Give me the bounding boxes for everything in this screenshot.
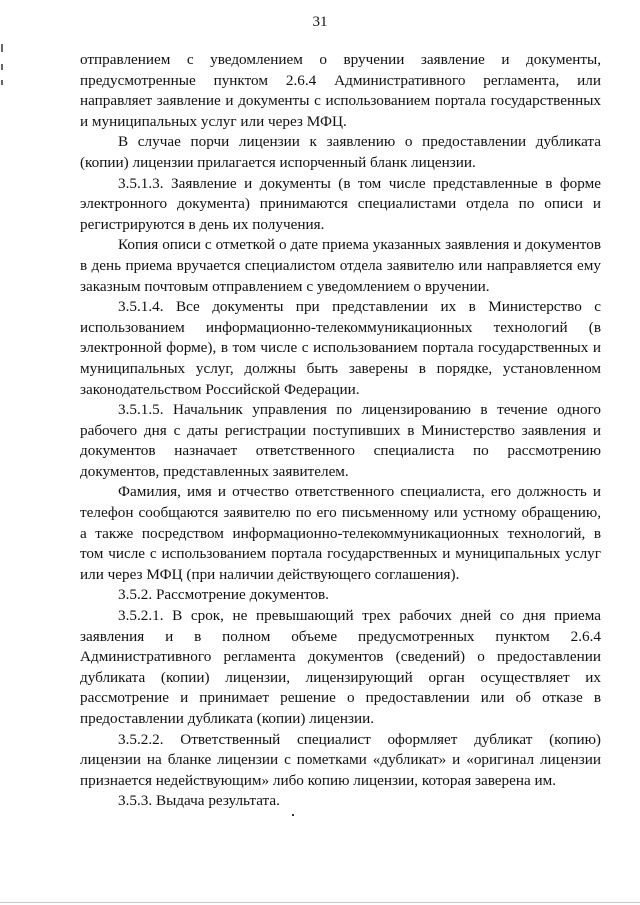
- paragraph-3-5-1-4: 3.5.1.4. Все документы при представлении их в Министерство с использованием информационно-телекоммуникационных технологий (в электронной форме), в том числе с использованием портала государственных и муниципальных услуг, должны быть заверены в порядке, установленном законодательством Российской Федерации.: [80, 298, 601, 398]
- paragraph-3-5-2-2: 3.5.2.2. Ответственный специалист оформляет дубликат (копию) лицензии на бланке лицензии с пометками «дубликат» и «оригинал лицензии признается недействующим» либо копию лицензии, которая заверена им.: [80, 730, 601, 789]
- paragraph-continuation: отправлением с уведомлением о вручении заявление и документы, предусмотренные пунктом 2.6.4 Административного регламента, или направляет заявление и документы с использованием портала государственных и муниципальных услуг или через МФЦ.: [80, 51, 601, 130]
- page-number: 31: [312, 14, 328, 30]
- paragraph-3-5-2-1: 3.5.2.1. В срок, не превышающий трех рабочих дней со дня приема заявления и в полном объеме предусмотренных пунктом 2.6.4 Административного регламента документов (сведений) о предоставлении дубликата (копии) лицензии, лицензирующий орган осуществляет их рассмотрение и принимает решение о предоставлении или об отказе в предоставлении дубликата (копии) лицензии.: [80, 607, 601, 727]
- paragraph-3-5-2: 3.5.2. Рассмотрение документов.: [118, 586, 329, 604]
- margin-mark: [1, 44, 3, 52]
- page-bottom-edge: [0, 902, 640, 903]
- paragraph: В случае порчи лицензии к заявлению о предоставлении дубликата (копии) лицензии прилагается испорченный бланк лицензии.: [80, 133, 601, 171]
- paragraph-3-5-1-5: 3.5.1.5. Начальник управления по лицензированию в течение одного рабочего дня с даты регистрации поступивших в Министерство заявления и документов назначает ответственного специалиста по рассмотрению документов, представленных заявителем.: [80, 401, 601, 480]
- paragraph-3-5-3: 3.5.3. Выдача результата.: [118, 792, 280, 810]
- paragraph: Копия описи с отметкой о дате приема указанных заявления и документов в день приема вручается специалистом отдела заявителю или направляется ему заказным почтовым отправлением с уведомлением о вручении.: [80, 236, 601, 295]
- document-body: [80, 50, 601, 812]
- margin-mark: [1, 64, 3, 70]
- margin-mark: [1, 80, 3, 85]
- paragraph: Фамилия, имя и отчество ответственного специалиста, его должность и телефон сообщаются заявителю по его письменному или устному обращению, а также посредством информационно-телекоммуникационных технологий, в том числе с использованием портала государственных и муниципальных услуг или через МФЦ (при наличии действующего соглашения).: [80, 483, 601, 583]
- stray-dot: [292, 814, 294, 816]
- paragraph-3-5-1-3: 3.5.1.3. Заявление и документы (в том числе представленные в форме электронного документа) принимаются специалистами отдела по описи и регистрируются в день их получения.: [80, 174, 601, 233]
